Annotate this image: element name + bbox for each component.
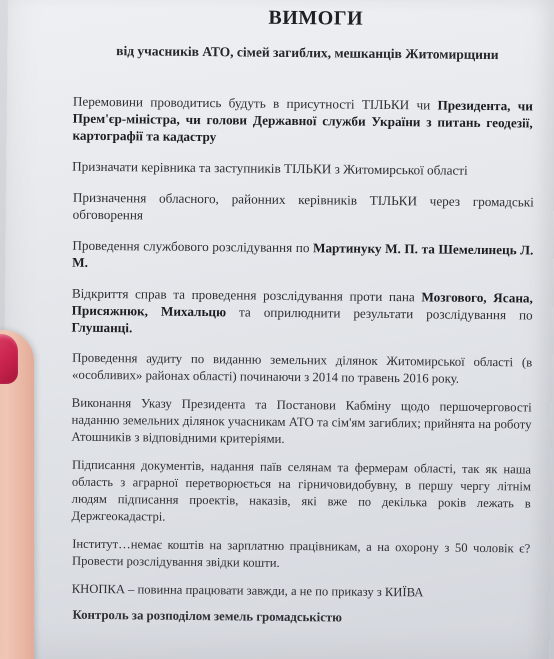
demand-item: Інститут…немає коштів на зарплатню працівникам, а на охорону з 50 чоловік є? Провести розслідування звідки кошти. xyxy=(71,536,531,570)
demand-item: Підписання документів, надання паїв селянам та фермерам області, так як наша область з аграрної перетворюється на гірничовидобувну, в першу чергу літнім людям підписання проектів, наказів, які вже по декілька років лежать в Держгеокадастрі. xyxy=(71,457,532,524)
document-title: ВИМОГИ xyxy=(268,6,364,30)
demand-item: Відкриття справ та проведення розслідування проти пана Мозгового, Ясана, Присяжнюк, Михальцю та оприлюднити результати розслідування по Глушанці. xyxy=(71,285,533,336)
demand-item: Призначення обласного, районних керівників ТІЛЬКИ через громадські обговорення xyxy=(72,189,534,223)
demand-item: Виконання Указу Президента та Постанови Кабміну щодо першочерговості наданню земельних ділянок учасникам АТО та сім'ям загиблих; прийнята на роботу Атошників з відповідними критеріями. xyxy=(71,395,532,446)
demand-item: Проведення аудиту по виданню земельних ділянок Житомирської області (в «особливих» районах області) починаючи з 2014 по травень 2016 року. xyxy=(71,350,533,386)
paper-sheet xyxy=(1,0,554,659)
painted-fingernail xyxy=(0,334,18,384)
demand-item: КНОПКА – повинна працювати завжди, а не по приказу з КИЇВА xyxy=(71,581,424,600)
demand-item: Призначати керівника та заступників ТІЛЬКИ з Житомирської області xyxy=(72,158,468,178)
demands-list xyxy=(59,93,535,629)
demand-item: Проведення службового розслідування по Мартинуку М. П. та Шемелинець Л. М. xyxy=(72,237,534,270)
document-body xyxy=(59,5,536,640)
document-subtitle: від учасників АТО, сімей загиблих, мешканців Житомирщини xyxy=(116,43,499,63)
demand-item: Перемовини проводитись будуть в присутності ТІЛЬКИ чи Президента, чи Прем'єр-міністра, чи голови Державної служби України з питань геодезії, картографії та кадастру xyxy=(72,93,533,145)
demand-item: Контроль за розподілом земель громадськістю xyxy=(72,607,343,625)
